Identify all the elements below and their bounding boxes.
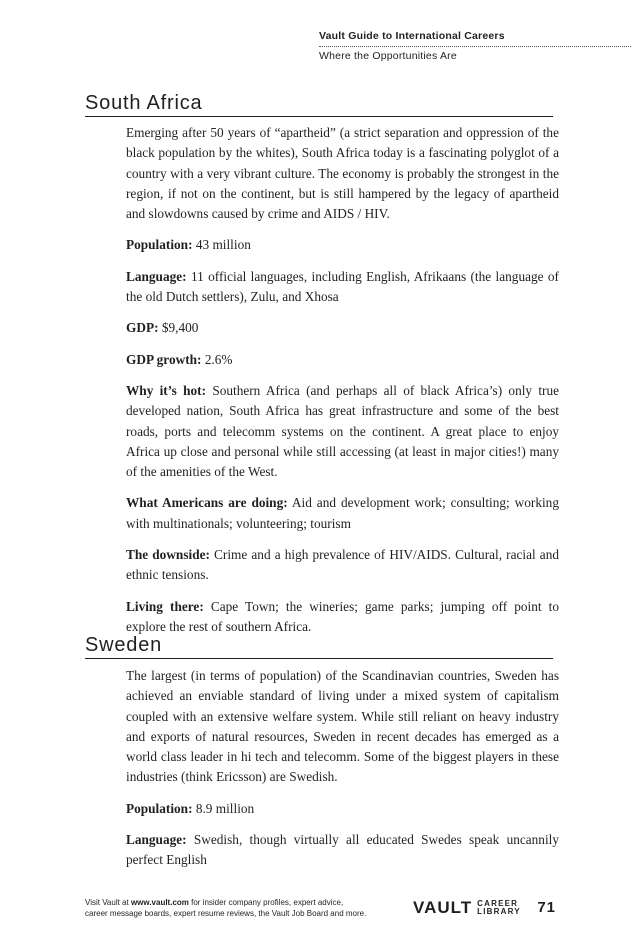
- fact-population: [126, 799, 559, 819]
- section-body-sweden: [126, 666, 559, 882]
- vault-career-library-logo: [413, 898, 521, 918]
- fact-why-hot: [126, 381, 559, 482]
- fact-label: What Americans are doing:: [126, 495, 288, 511]
- vault-link[interactable]: www.vault.com: [130, 898, 189, 907]
- fact-value: 8.9 million: [195, 800, 255, 816]
- running-header: [319, 30, 631, 62]
- fact-living-there: [126, 597, 559, 638]
- logo-sub-line-1: CAREER: [477, 899, 519, 908]
- section-body-south-africa: [126, 123, 559, 648]
- fact-value: 43 million: [195, 237, 251, 253]
- fact-label: The downside:: [126, 547, 210, 563]
- logo-sub-line-2: LIBRARY: [477, 907, 521, 916]
- footer-line-2: career message boards, expert resume reviews, the Vault Job Board and more.: [85, 908, 367, 918]
- fact-label: Why it’s hot:: [126, 382, 207, 398]
- fact-label: Language:: [126, 832, 187, 848]
- intro-paragraph: Emerging after 50 years of “apartheid” (a strict separation and oppression of the black population by the whites), South Africa today is a fascinating polyglot of a country with a very vibrant culture. The economy is probably the strongest in the region, if not on the continent, but is still hampered by the legacy of apartheid and slowdowns caused by crime and AIDS / HIV.: [126, 125, 559, 222]
- section-heading-sweden: Sweden: [85, 633, 553, 659]
- fact-value: 2.6%: [204, 351, 233, 367]
- fact-value: 11 official languages, including English, Afrikaans (the language of the old Dutch settlers), Zulu, and Xhosa: [126, 268, 559, 305]
- fact-label: Population:: [126, 800, 193, 816]
- fact-americans: [126, 493, 559, 534]
- intro-paragraph: The largest (in terms of population) of the Scandinavian countries, Sweden has achieved an enviable standard of living under a mixed system of capitalism coupled with an extensive welfare system. While still reliant on heavy industry and exports of natural resources, Sweden in recent decades has emerged as a world class leader in hi tech and telecomm. Some of the biggest players in these industries (think Ericsson) are Swedish.: [126, 668, 559, 785]
- fact-population: [126, 235, 559, 255]
- fact-gdp: [126, 318, 559, 338]
- fact-value: Southern Africa (and perhaps all of black Africa’s) only true developed nation, South Africa has great infrastructure and some of the best roads, ports and telecomm systems on the continent. A great place to enjoy Africa up close and personal while still accessing (at least in major cities!) many of the amenities of the West.: [126, 382, 560, 480]
- footer-text: Visit Vault at: [85, 898, 131, 907]
- page-number: 71: [537, 899, 556, 916]
- footer-line-1: [85, 898, 415, 909]
- header-title: Vault Guide to International Careers: [319, 30, 505, 42]
- footer-promo: [85, 898, 415, 919]
- fact-downside: [126, 545, 559, 586]
- fact-label: Living there:: [126, 598, 204, 614]
- fact-label: Population:: [126, 237, 193, 253]
- fact-value: Crime and a high prevalence of HIV/AIDS. Cultural, racial and ethnic tensions.: [126, 547, 559, 583]
- header-subtitle: Where the Opportunities Are: [319, 50, 457, 62]
- header-divider: [319, 46, 631, 47]
- fact-value: Aid and development work; consulting; working with multinationals; volunteering; tourism: [126, 495, 559, 531]
- fact-gdp-growth: [126, 350, 559, 370]
- fact-label: GDP:: [126, 320, 159, 336]
- fact-label: Language:: [126, 268, 187, 284]
- footer-text: for insider company profiles, expert advice,: [188, 898, 344, 907]
- fact-value: Swedish, though virtually all educated Swedes speak uncannily perfect English: [126, 832, 559, 868]
- fact-language: [126, 830, 559, 871]
- fact-value: $9,400: [161, 320, 199, 336]
- fact-language: [126, 267, 559, 308]
- fact-value: Cape Town; the wineries; game parks; jumping off point to explore the rest of southern Africa.: [126, 598, 559, 634]
- section-heading-south-africa: South Africa: [85, 91, 553, 117]
- logo-wordmark: VAULT: [413, 898, 473, 917]
- logo-subtitle: [477, 900, 521, 916]
- fact-label: GDP growth:: [126, 351, 202, 367]
